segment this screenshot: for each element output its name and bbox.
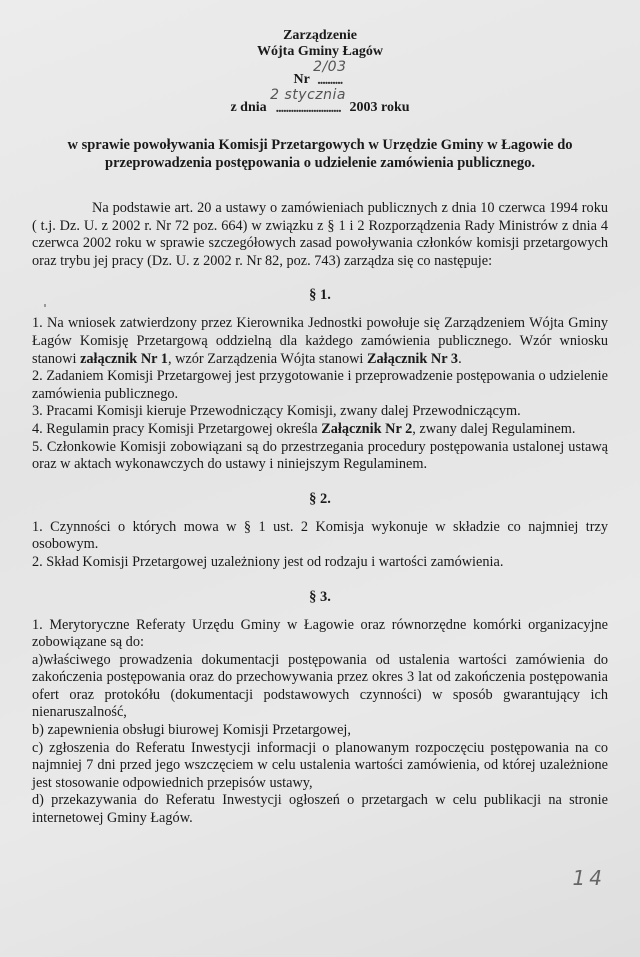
section-3-item-c: c) zgłoszenia do Referatu Inwestycji informacji o planowanym rozpoczęciu postępowania na co najmniej 7 dni przed jego wszczęciem w celu ustalenia wartości zamówienia, od której uzależnione jest stosowanie odpowiednich przepisów ustawy,	[32, 739, 608, 791]
section-1-item-5: 5. Członkowie Komisji zobowiązani są do przestrzegania procedury postępowania ustalonej ustawą oraz w aktach wykonawczych do ustawy i niniejszym Regulaminem.	[32, 438, 608, 473]
section-3-item-d: d) przekazywania do Referatu Inwestycji ogłoszeń o przetargach w celu publikacji na stronie internetowej Gminy Łagów.	[32, 792, 608, 827]
attachment-ref: Załącznik Nr 3	[366, 350, 459, 367]
section-heading-2: § 2.	[309, 490, 331, 507]
section-1-body	[32, 315, 608, 473]
date-prefix: z dnia	[230, 100, 267, 115]
document-subject: w sprawie powoływania Komisji Przetargowych w Urzędzie Gminy w Łagowie do przeprowadzenia postępowania o udzielenie zamówienia publicznego.	[67, 137, 573, 171]
document-date	[32, 88, 608, 116]
date-dots: ..........................	[275, 101, 341, 116]
section-heading-3: § 3.	[309, 588, 331, 605]
date-suffix: 2003 roku	[349, 100, 410, 115]
section-3-item-1: 1. Merytoryczne Referaty Urzędu Gminy w Łagowie oraz równorzędne komórki organizacyjne zobowiązane są do:	[32, 616, 608, 651]
attachment-ref: załącznik Nr 1	[80, 350, 168, 367]
item-text: 4. Regulamin pracy Komisji Przetargowej określa	[32, 420, 322, 437]
section-1-item-4	[32, 421, 608, 439]
document-title: Zarządzenie	[283, 28, 357, 43]
item-text: , zwany dalej Regulaminem.	[412, 420, 576, 437]
section-2-item-1: 1. Czynności o których mowa w § 1 ust. 2 Komisja wykonuje w składzie co najmniej trzy osobowym.	[32, 518, 608, 553]
handwritten-page-number: 14	[572, 865, 606, 890]
item-text: , wzór Zarządzenia Wójta stanowi	[167, 350, 367, 367]
section-2-item-2: 2. Skład Komisji Przetargowej uzależniony jest od rodzaju i wartości zamówienia.	[32, 553, 504, 570]
section-heading-1: § 1.	[309, 287, 331, 304]
section-1-item-3: 3. Pracami Komisji kieruje Przewodniczący Komisji, zwany dalej Przewodniczącym.	[32, 403, 521, 420]
section-3-item-a: a)właściwego prowadzenia dokumentacji postępowania od ustalenia wartości zamówienia do zakończenia postępowania oraz do przechowywania przez okres 3 lat od zakończenia postępowania ofert oraz protokółu (dokumentacji podstawowych czynności) w sposób gwarantujący ich nienaruszalność,	[32, 651, 608, 721]
item-text: .	[458, 350, 462, 367]
section-2-body	[32, 519, 608, 572]
section-1-item-2: 2. Zadaniem Komisji Przetargowej jest przygotowanie i przeprowadzenie postępowania o udzielenie zamówienia publicznego.	[32, 368, 608, 402]
scan-speck	[44, 304, 46, 307]
document-issuer: Wójta Gminy Łagów	[257, 44, 383, 59]
date-handwritten: 2 stycznia	[270, 87, 346, 103]
date-field	[270, 88, 346, 116]
section-1-item-1	[32, 315, 608, 368]
document-number	[32, 60, 608, 88]
number-field	[313, 60, 346, 88]
number-handwritten: 2/03	[313, 59, 347, 75]
number-label: Nr	[293, 72, 310, 87]
document-header	[32, 28, 608, 116]
number-dots: ..........	[317, 73, 343, 88]
item-text: 1. Na wniosek zatwierdzony przez Kierownika Jednostki powołuje się Zarządzeniem Wójta Gminy Łagów Komisję Przetargową oddzielną dla każdego zamówienia publicznego. Wzór wniosku stanowi	[32, 315, 608, 367]
preamble: Na podstawie art. 20 a ustawy o zamówieniach publicznych z dnia 10 czerwca 1994 roku ( t.j. Dz. U. z 2002 r. Nr 72 poz. 664) w związku z § 1 i 2 Rozporządzenia Rady Ministrów z dnia 4 czerwca 2002 roku w sprawie szczegółowych zasad powoływania członków komisji przetargowych oraz trybu jej pracy (Dz. U. z 2002 r. Nr 82, poz. 743) zarządza się co następuje:	[32, 200, 608, 269]
section-3-item-b: b) zapewnienia obsługi biurowej Komisji Przetargowej,	[32, 722, 351, 739]
section-3-body	[32, 617, 608, 828]
attachment-ref: Załącznik Nr 2	[321, 420, 413, 437]
